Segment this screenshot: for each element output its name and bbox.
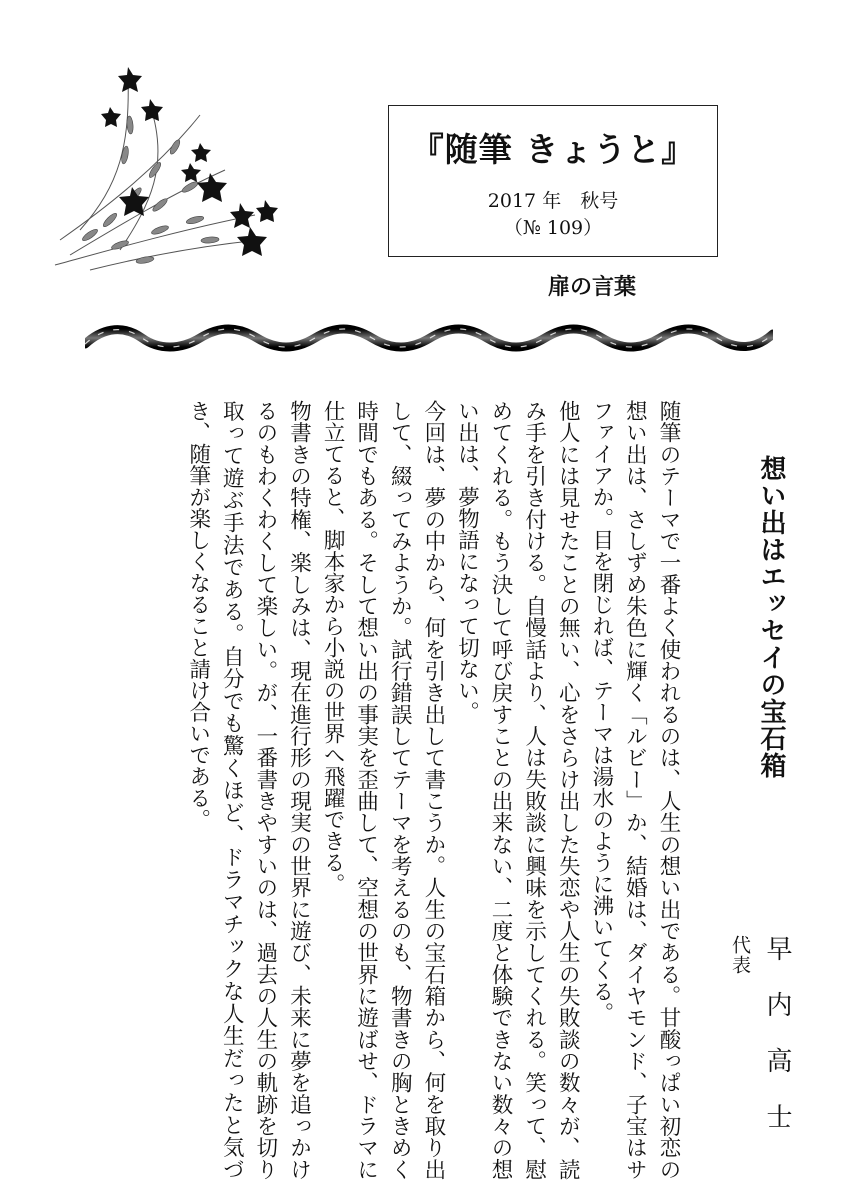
essay-paragraph: 今回は、夢の中から、何を引き出して書こうか。人生の宝石箱から、何を取り出して、綴ってみようか。試行錯誤してテーマを考えるのも、物書きの胸ときめく時間でもある。そして想い出の事実を歪曲して、空想の世界に遊ばせ、ドラマに仕立てると、脚本家から小説の世界へ飛躍できる。 — [320, 400, 446, 1180]
essay-paragraph: 随筆のテーマで一番よく使われるのは、人生の想い出である。甘酸っぱい初恋の想い出は、さしずめ朱色に輝く「ルビー」か、結婚は、ダイヤモンド、子宝はサファイアか。目を閉じれば、テーマは湯水のように沸いてくる。 — [588, 400, 681, 1180]
issue-label: 2017 年 秋号 — [487, 190, 619, 212]
column-label: 扉の言葉 — [548, 275, 637, 300]
essay-paragraph: 物書きの特権、楽しみは、現在進行形の現実の世界に遊び、未来に夢を追っかけるのもわくわくして楽しい。が、一番書きやすいのは、過去の人生の軌跡を切り取って遊ぶ手法である。自分でも驚くほど、ドラマチックな人生だったと気づき、随筆が楽しくなること請け合いである。 — [185, 400, 312, 1181]
publication-title: 『随筆 きょうと』 — [410, 130, 696, 169]
essay-paragraph: 他人には見せたことの無い、心をさらけ出した失恋や人生の失敗談の数々が、読み手を引き付ける。自慢話より、人は失敗談に興味を示してくれる。笑って、慰めてくれる。もう決して呼び戻すことの出来ない、二度と体験できない数々の想い出は、夢物語になって切ない。 — [454, 400, 581, 1180]
issue-number: （№ 109） — [503, 217, 603, 239]
balloon-flower-illustration — [50, 55, 310, 280]
ribbon-divider — [85, 322, 773, 354]
author-role: 代表 — [729, 935, 751, 975]
essay-body — [85, 400, 685, 1180]
title-box — [388, 105, 718, 257]
essay-title: 想い出はエッセイの宝石箱 — [756, 455, 786, 779]
author-name: 早内高士 — [762, 935, 792, 1159]
